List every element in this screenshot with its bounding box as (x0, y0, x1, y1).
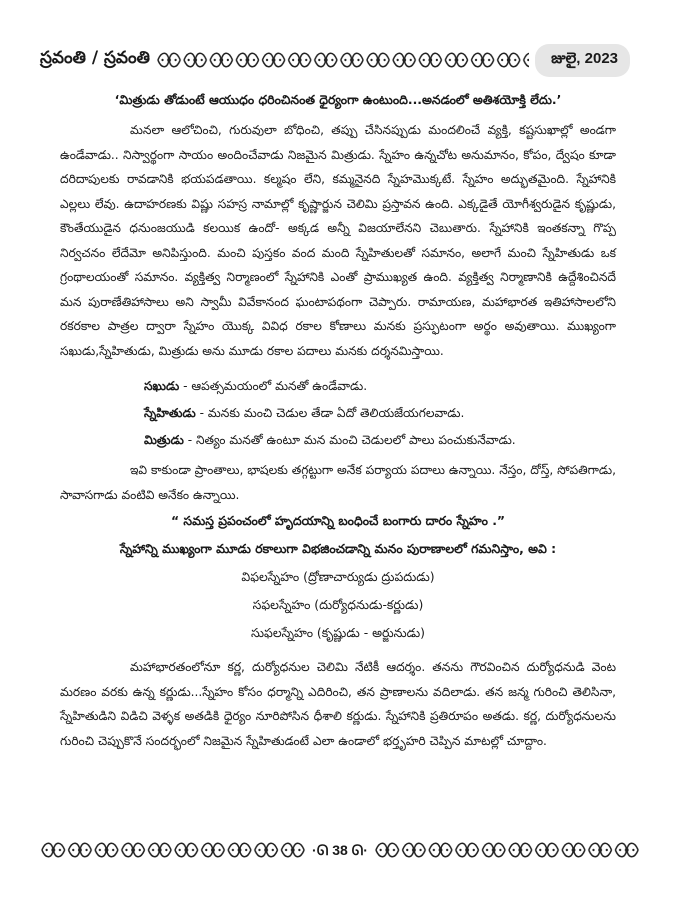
definition-text: - నిత్యం మనతో ఉంటూ మన మంచి చెడులలో పాలు పంచుకునేవాడు. (183, 433, 516, 447)
paragraph-synonyms: ఇవి కాకుండా ప్రాంతాలు, భాషలకు తగ్గట్టుగా అనేక పర్యాయ పదాలు ఉన్నాయి. నేస్తం, దోస్త్, సోపతిగాడు, సావాసగాడు వంటివి అనేకం ఉన్నాయి. (60, 463, 616, 502)
types-intro: స్నేహాన్ని ముఖ్యంగా మూడు రకాలుగా విభజించడాన్ని మనం పురాణాలలో గమనిస్తాం, అవి : (119, 541, 557, 556)
floral-border-icon (374, 839, 640, 861)
friendship-type: సఫలస్నేహం (దుర్యోధనుడు-కర్ణుడు) (252, 597, 424, 612)
friendship-type: సుఫలస్నేహం (కృష్ణుడు - అర్జునుడు) (251, 625, 425, 640)
floral-border-icon (40, 839, 306, 861)
definition-term: మిత్రుడు (144, 433, 184, 447)
definition-text: - మనకు మంచి చెడుల తేడా ఏదో తెలియజేయగలవాడు. (195, 406, 465, 420)
page-number (306, 842, 374, 859)
middle-quote: “ సమస్త ప్రపంచంలో హృదయాన్ని బంధించే బంగారు దారం స్నేహం .” (170, 513, 506, 528)
issue-date: జులై, 2023 (535, 44, 630, 77)
definition-snehitudu (60, 400, 616, 427)
page-footer (40, 838, 640, 862)
definition-term: సఖుడు (144, 379, 180, 393)
article-body (60, 92, 616, 753)
page-header (40, 44, 630, 76)
page-number-ornament-left: ·ᘏ (312, 841, 333, 858)
definition-mitrudu (60, 427, 616, 454)
definitions-list (60, 373, 616, 454)
paragraph-friendship-intro: మనలా ఆలోచించి, గురువులా బోధించి, తప్పు చేసినప్పుడు మందలించే వ్యక్తి, కష్టసుఖాల్లో అండగా ఉండేవాడు.. నిస్వార్థంగా సాయం అందించేవాడు నిజమైన మిత్రుడు. స్నేహం ఉన్నచోట అనుమానం, కోపం, ద్వేషం కూడా దరిదాపులకు రావడానికి భయపడతాయి. కల్మషం లేని, కమ్మనైనది స్నేహమొక్కటే. స్నేహం అద్భుతమైంది. స్నేహానికి ఎల్లలు లేవు. ఉదాహరణకు విష్ణు సహస్ర నామాల్లో కృష్ణార్జున చెలిమి ప్రస్తావన ఉంది. ఎక్కడైతే యోగీశ్వరుడైన కృష్ణుడు, కౌంతేయుడైన ధనుంజయుడి కలయిక ఉందో- అక్కడ అన్నీ విజయాలేనని చెబుతారు. స్నేహానికి ఇంతకన్నా గొప్ప నిర్వచనం లేదేమో అనిపిస్తుంది. మంచి పుస్తకం వంద మంది స్నేహితులతో సమానం, అలాగే మంచి స్నేహితుడు ఒక గ్రంథాలయంతో సమానం. వ్యక్తిత్వ నిర్మాణంలో స్నేహానికి ఎంతో ప్రాముఖ్యత ఉంది. వ్యక్తిత్వ నిర్మాణానికి ఉద్దేశించినదే మన పురాణేతిహాసాలు అని స్వామీ వివేకానంద ఘంటాపథంగా చెప్పారు. రామాయణ, మహాభారత ఇతిహాసాలలోని రకరకాల పాత్రల ద్వారా స్నేహం యొక్క వివిధ రకాల కోణాలు మనకు ప్రస్ఫుటంగా అర్థం అవుతాయి. ముఖ్యంగా సఖుడు,స్నేహితుడు, మిత్రుడు అను మూడు రకాల పదాలు మనకు దర్శనమిస్తాయి. (60, 123, 616, 358)
paragraph-karna: మహాభారతంలోనూ కర్ణ, దుర్యోధనుల చెలిమి నేటికీ ఆదర్శం. తనను గౌరవించిన దుర్యోధనుడి వెంట మరణం వరకు ఉన్న కర్ణుడు...స్నేహం కోసం ధర్మాన్ని ఎదిరించి, తన ప్రాణాలను వదిలాడు. తన జన్మ గురించి తెలిసినా, స్నేహితుడిని విడిచి వెళ్ళక అతడికి ధైర్యం నూరిపోసిన ధీశాలి కర్ణుడు. స్నేహానికి ప్రతిరూపం అతడు. కర్ణ, దుర్యోధనులను గురించి చెప్పుకొనే సందర్భంలో నిజమైన స్నేహితుడంటే ఎలా ఉండాలో భర్తృహరి చెప్పిన మాటల్లో చూద్దాం. (60, 660, 616, 748)
definition-term: స్నేహితుడు (144, 406, 196, 420)
definition-text: - ఆపత్సమయంలో మనతో ఉండేవాడు. (179, 379, 368, 393)
page-number-ornament-right: ᘏ· (347, 841, 368, 858)
definition-sakhudu (60, 373, 616, 400)
page-number-value: 38 (332, 841, 348, 858)
top-quote: ‘మిత్రుడు తోడుంటే ఆయుధం ధరించినంత ధైర్యంగా ఉంటుంది...అనడంలో అతిశయోక్తి లేదు.’ (114, 92, 562, 107)
floral-border-icon (156, 49, 529, 71)
friendship-type: విఫలస్నేహం (ద్రోణాచార్యుడు ద్రుపదుడు) (241, 569, 435, 584)
magazine-title: స్రవంతి / స్రవంతి (40, 48, 150, 68)
